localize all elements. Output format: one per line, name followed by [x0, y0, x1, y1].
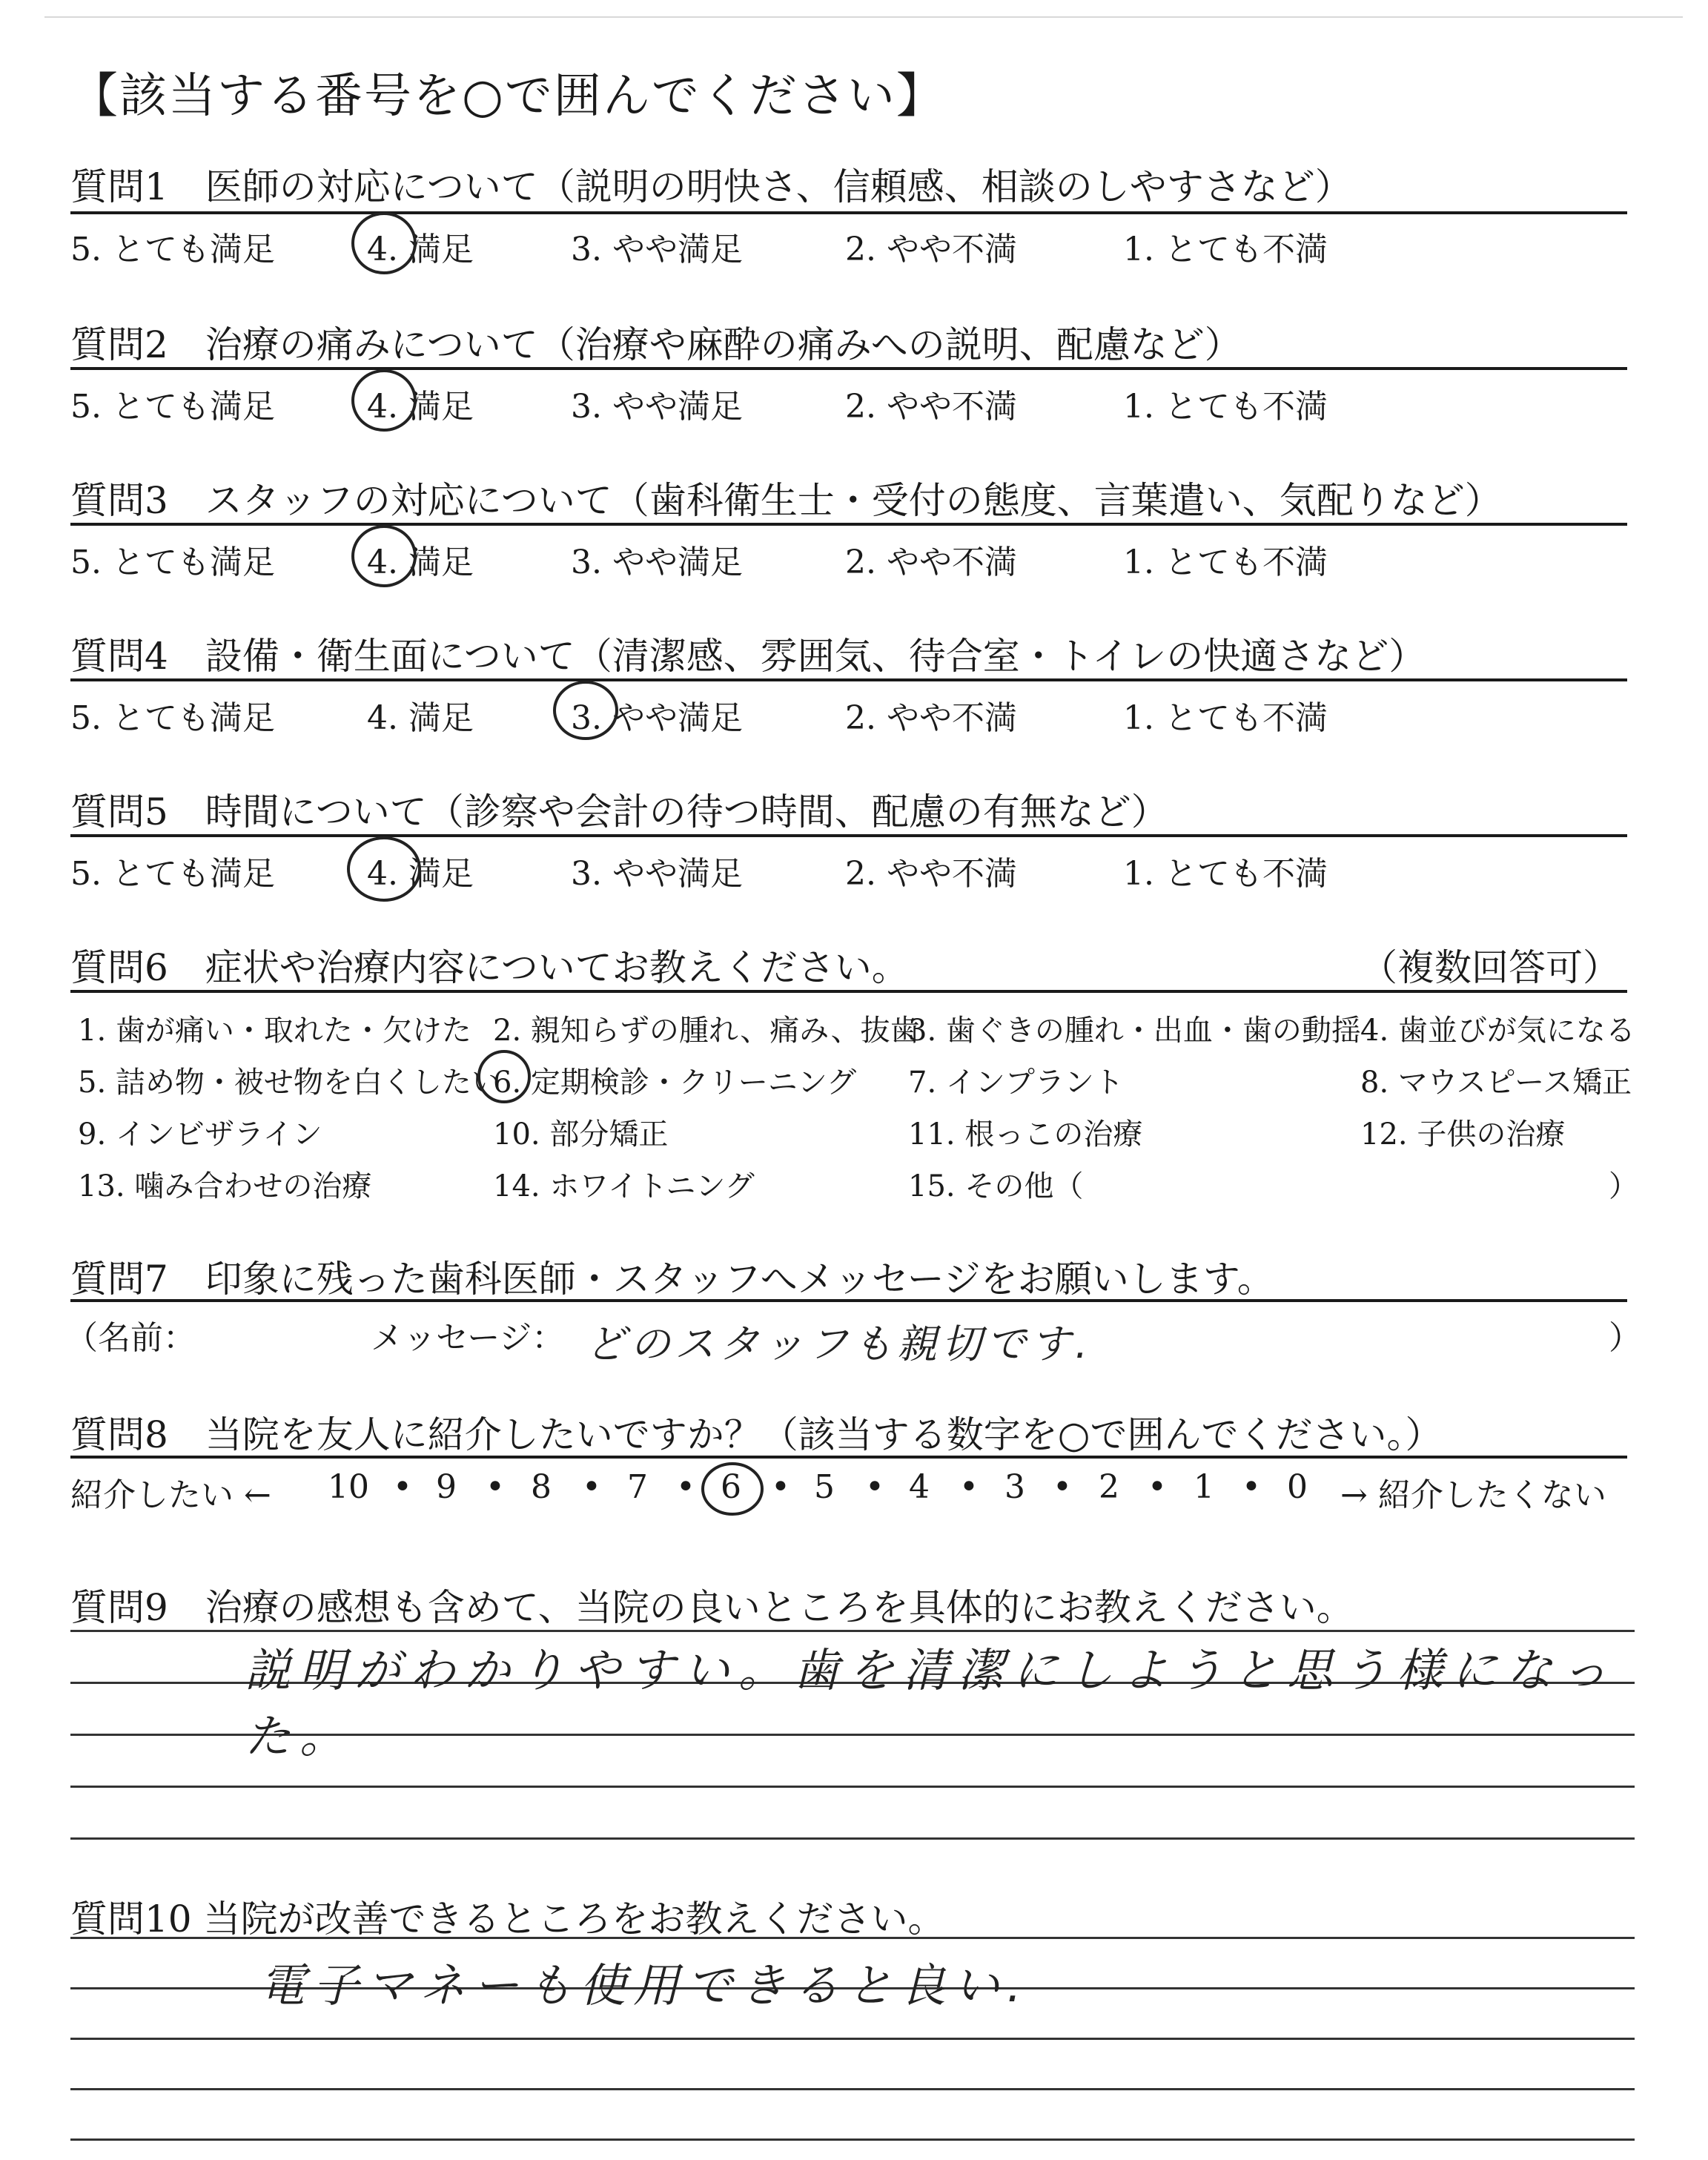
q8-dot: •	[1242, 1468, 1261, 1506]
q3-rule	[70, 523, 1627, 526]
q6-option-15[interactable]: 15. その他（	[908, 1169, 1084, 1203]
q4-option-1[interactable]: 1. とても不満	[1123, 699, 1328, 737]
q8-dot: •	[959, 1468, 979, 1506]
q1-heading: 質問1 医師の対応について（説明の明快さ、信頼感、相談のしやすさなど）	[70, 165, 1352, 208]
q5-option-2[interactable]: 2. やや不満	[845, 855, 1017, 893]
q7-close-paren: ）	[1609, 1319, 1641, 1357]
q2-rule	[70, 367, 1627, 370]
q1-option-2[interactable]: 2. やや不満	[845, 231, 1017, 268]
q5-rule	[70, 834, 1627, 837]
q5-option-3[interactable]: 3. やや満足	[571, 855, 743, 893]
q1-option-4[interactable]: 4. 満足	[367, 231, 474, 268]
q9-answer-line	[70, 1837, 1635, 1840]
q3-option-5[interactable]: 5. とても満足	[70, 544, 275, 581]
q6-heading: 質問6 症状や治療内容についてお教えください。	[70, 946, 909, 989]
q6-option-4[interactable]: 4. 歯並びが気になる	[1360, 1014, 1635, 1048]
q3-option-4[interactable]: 4. 満足	[367, 544, 474, 581]
q6-option-9[interactable]: 9. インビザライン	[78, 1117, 322, 1152]
q6-option-6[interactable]: 6. 定期検診・クリーニング	[493, 1066, 857, 1100]
q8-number-2[interactable]: 2	[1099, 1468, 1119, 1506]
q8-dot: •	[771, 1468, 790, 1506]
q6-multiple-note: （複数回答可）	[1360, 946, 1620, 989]
q2-option-3[interactable]: 3. やや満足	[571, 388, 743, 426]
q10-rule	[70, 1937, 1635, 1939]
q1-option-1[interactable]: 1. とても不満	[1123, 231, 1328, 268]
q6-option-5[interactable]: 5. 詰め物・被せ物を白くしたい	[78, 1066, 501, 1100]
q7-heading: 質問7 印象に残った歯科医師・スタッフへメッセージをお願いします。	[70, 1258, 1274, 1301]
q8-number-8[interactable]: 8	[531, 1468, 552, 1506]
q9-handwritten-answer: 説明がわかりやすい。歯を清潔にしようと思う様になった。	[245, 1643, 1617, 1763]
q10-heading: 質問10 当院が改善できるところをお教えください。	[70, 1898, 945, 1941]
q5-options	[0, 847, 1708, 891]
q9-answer-line	[70, 1786, 1635, 1788]
q8-rule	[70, 1456, 1627, 1459]
q2-option-5[interactable]: 5. とても満足	[70, 388, 275, 426]
q8-number-1[interactable]: 1	[1194, 1468, 1214, 1506]
q2-heading: 質問2 治療の痛みについて（治療や麻酔の痛みへの説明、配慮など）	[70, 323, 1242, 366]
q8-dot: •	[676, 1468, 695, 1506]
q10-handwritten-answer: 電子マネーも使用できると良い.	[259, 1958, 1029, 2012]
q4-option-4[interactable]: 4. 満足	[367, 699, 474, 737]
q3-heading: 質問3 スタッフの対応について（歯科衛生士・受付の態度、言葉遣い、気配りなど）	[70, 479, 1502, 522]
q8-right-label: → 紹介したくない	[1340, 1476, 1606, 1514]
q1-option-3[interactable]: 3. やや満足	[571, 231, 743, 268]
q1-rule	[70, 211, 1627, 214]
q7-rule	[70, 1299, 1627, 1302]
q5-heading: 質問5 時間について（診察や会計の待つ時間、配慮の有無など）	[70, 790, 1168, 833]
q6-option-11[interactable]: 11. 根っこの治療	[908, 1117, 1143, 1152]
q2-option-4[interactable]: 4. 満足	[367, 388, 474, 426]
q8-dot: •	[486, 1468, 505, 1506]
q10-answer-line	[70, 2038, 1635, 2040]
q8-heading: 質問8 当院を友人に紹介したいですか？（該当する数字を○で囲んでください。）	[70, 1413, 1443, 1456]
q5-option-4[interactable]: 4. 満足	[367, 855, 474, 893]
q4-options	[0, 691, 1708, 736]
page-title: 【該当する番号を○で囲んでください】	[70, 69, 945, 124]
q8-number-6[interactable]: 6	[721, 1468, 741, 1506]
q6-option-3[interactable]: 3. 歯ぐきの腫れ・出血・歯の動揺	[908, 1014, 1361, 1048]
q4-option-2[interactable]: 2. やや不満	[845, 699, 1017, 737]
q6-option-2[interactable]: 2. 親知らずの腫れ、痛み、抜歯	[493, 1014, 920, 1048]
q8-dot: •	[1053, 1468, 1072, 1506]
q4-rule	[70, 678, 1627, 681]
q7-name-label: （名前：	[65, 1319, 196, 1357]
q2-option-1[interactable]: 1. とても不満	[1123, 388, 1328, 426]
q8-number-7[interactable]: 7	[627, 1468, 648, 1506]
q7-message-label: メッセージ：	[371, 1319, 565, 1357]
q6-other-close-paren: ）	[1609, 1169, 1638, 1203]
q8-dot: •	[865, 1468, 884, 1506]
q8-number-0[interactable]: 0	[1287, 1468, 1308, 1506]
q8-number-4[interactable]: 4	[909, 1468, 930, 1506]
q8-left-label: 紹介したい ←	[70, 1476, 271, 1514]
q6-rule	[70, 990, 1627, 993]
q6-option-10[interactable]: 10. 部分矯正	[493, 1117, 669, 1152]
q8-number-9[interactable]: 9	[436, 1468, 457, 1506]
q4-option-5[interactable]: 5. とても満足	[70, 699, 275, 737]
q6-option-14[interactable]: 14. ホワイトニング	[493, 1169, 755, 1203]
q8-dot: •	[582, 1468, 601, 1506]
q1-options	[0, 222, 1708, 267]
q8-dot: •	[393, 1468, 412, 1506]
q3-option-1[interactable]: 1. とても不満	[1123, 544, 1328, 581]
q1-option-5[interactable]: 5. とても満足	[70, 231, 275, 268]
q4-heading: 質問4 設備・衛生面について（清潔感、雰囲気、待合室・トイレの快適さなど）	[70, 635, 1426, 678]
q6-option-8[interactable]: 8. マウスピース矯正	[1360, 1066, 1632, 1100]
q2-options	[0, 380, 1708, 424]
q6-option-12[interactable]: 12. 子供の治療	[1360, 1117, 1566, 1152]
q6-option-1[interactable]: 1. 歯が痛い・取れた・欠けた	[78, 1014, 471, 1048]
q8-number-3[interactable]: 3	[1004, 1468, 1025, 1506]
q5-option-5[interactable]: 5. とても満足	[70, 855, 275, 893]
q8-dot: •	[1148, 1468, 1167, 1506]
q7-handwritten-message: どのスタッフも親切です.	[586, 1321, 1093, 1367]
q10-answer-line	[70, 2088, 1635, 2090]
q5-option-1[interactable]: 1. とても不満	[1123, 855, 1328, 893]
q9-heading: 質問9 治療の感想も含めて、当院の良いところを具体的にお教えください。	[70, 1586, 1354, 1629]
q3-option-3[interactable]: 3. やや満足	[571, 544, 743, 581]
q6-option-7[interactable]: 7. インプラント	[908, 1066, 1124, 1100]
q2-option-2[interactable]: 2. やや不満	[845, 388, 1017, 426]
q3-options	[0, 535, 1708, 580]
q9-rule	[70, 1630, 1635, 1632]
q4-option-3[interactable]: 3. やや満足	[571, 699, 743, 737]
q8-number-10[interactable]: 10	[328, 1468, 369, 1506]
q8-number-5[interactable]: 5	[814, 1468, 835, 1506]
q3-option-2[interactable]: 2. やや不満	[845, 544, 1017, 581]
q10-answer-line	[70, 2138, 1635, 2141]
q6-option-13[interactable]: 13. 噛み合わせの治療	[78, 1169, 372, 1203]
page-top-edge	[44, 16, 1683, 18]
